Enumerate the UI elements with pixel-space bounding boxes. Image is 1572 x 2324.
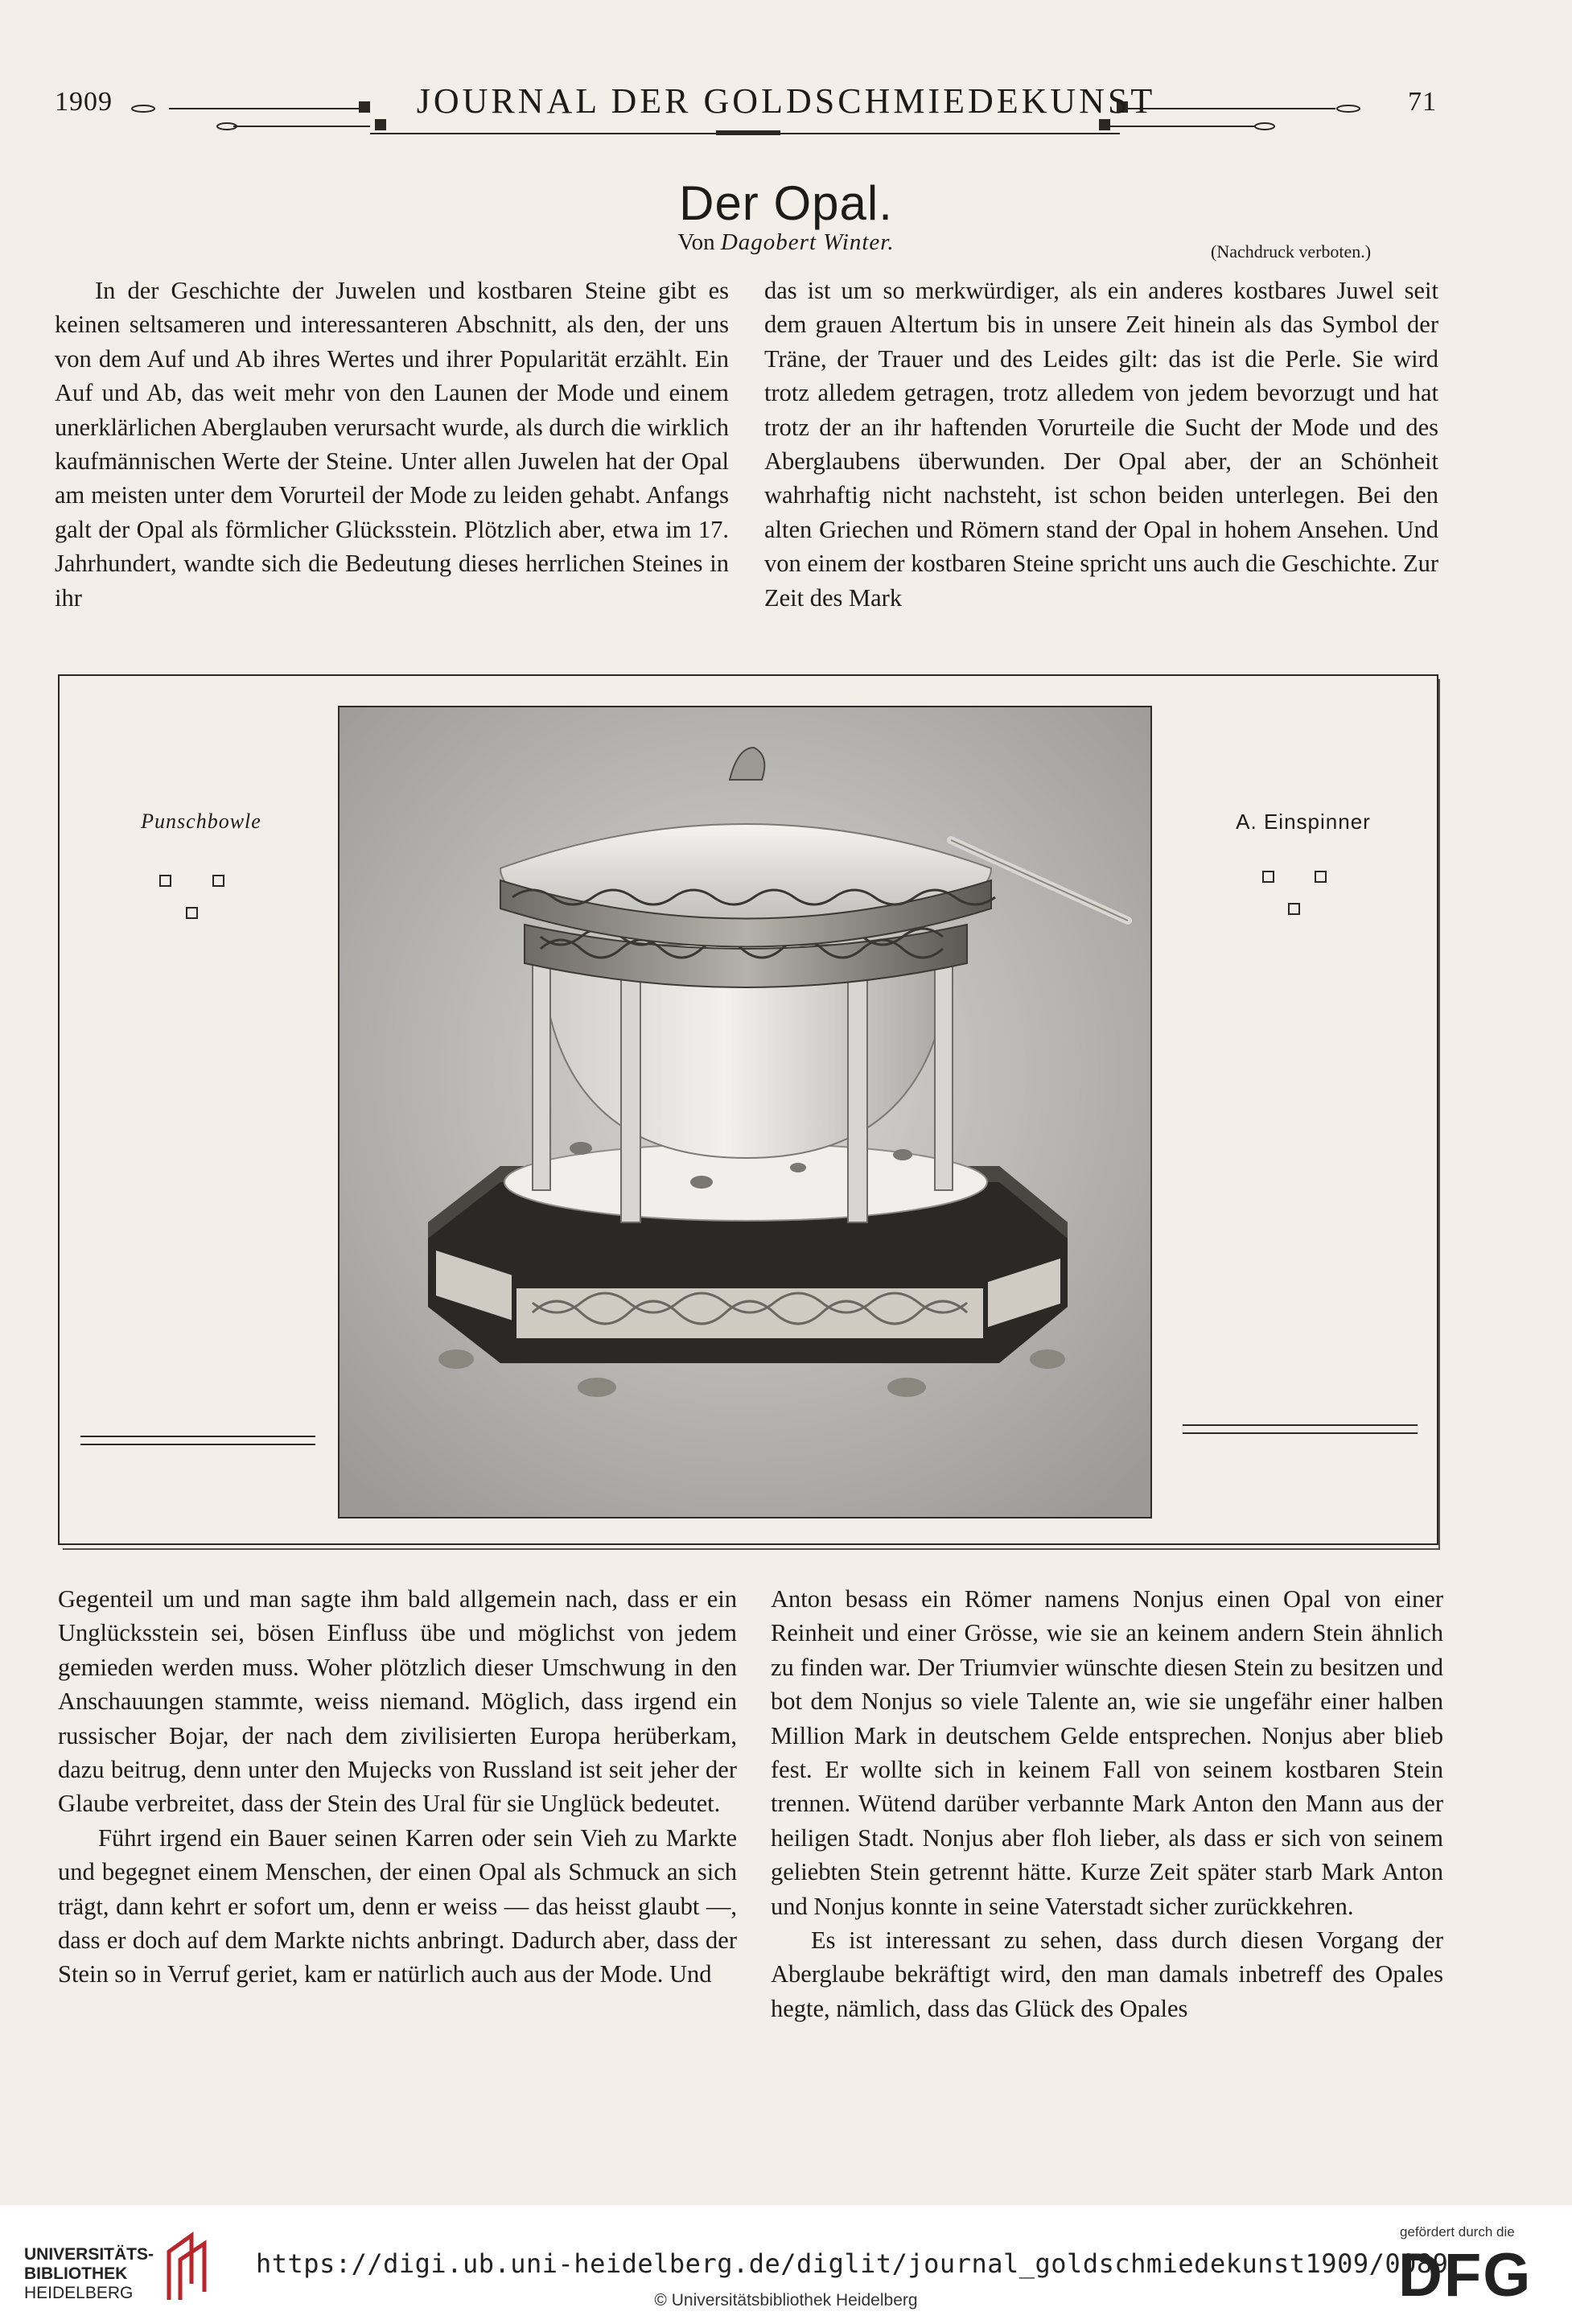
column-top-right xyxy=(764,274,1438,615)
author-name: Dagobert Winter. xyxy=(720,229,895,255)
ornament-square xyxy=(159,875,171,887)
paragraph: Gegenteil um und man sagte ihm bald allgemein nach, dass er ein Unglücksstein sei, bösen Einfluss übe und möglichst von jedem gemieden werden muss. Woher plötzlich dieser Umschwung in den Anschauungen stammte, weiss niemand. Möglich, dass irgend ein russischer Bojar, der nach dem zivilisierten Europa herüberkam, dazu beitrug, denn unter den Mujecks von Russland ist seit jeher der Glaube verbreitet, dass der Stein des Ural für sie Unglück bedeutet. xyxy=(58,1585,737,1818)
caption-artist: A. Einspinner xyxy=(1236,810,1371,834)
ornament-square xyxy=(1315,871,1327,883)
dfg-logo: DFG xyxy=(1398,2241,1533,2310)
header-journal-title: JOURNAL DER GOLDSCHMIEDEKUNST xyxy=(416,81,1156,121)
column-bottom-right xyxy=(771,1582,1443,2025)
header-year: 1909 xyxy=(55,87,113,117)
paragraph: Es ist interessant zu sehen, dass durch diesen Vorgang der Aberglaube bekräftigt wird, den man damals inbetreff des Opales hegte, nämlich, dass das Glück des Opales xyxy=(771,1926,1443,2022)
column-bottom-left xyxy=(58,1582,737,1992)
library-name-line: UNIVERSITÄTS- xyxy=(24,2245,154,2264)
caption-object: Punschbowle xyxy=(141,810,261,833)
ornament-square xyxy=(1262,871,1274,883)
paragraph: das ist um so merkwürdiger, als ein anderes kostbares Juwel seit dem grauen Altertum bis in unsere Zeit hinein als das Symbol der Träne, der Trauer und des Leides gilt: das ist die Perle. Sie wird trotz alledem getragen, trotz alledem von jedem bevorzugt und hat trotz der an ihr haftenden Vorurteile die Sucht der Mode und des Aberglaubens überwunden. Der Opal aber, der an Schönheit wahrhaftig nicht nachsteht, ist schon beiden unterlegen. Bei den alten Griechen und Römern stand der Opal in hohem Ansehen. Und von einem der kostbaren Steine spricht uns auch die Geschichte. Zur Zeit des Mark xyxy=(764,277,1438,612)
library-name-line: BIBLIOTHEK xyxy=(24,2264,128,2283)
ornament-square xyxy=(1288,903,1300,915)
header-page-number: 71 xyxy=(1408,87,1437,117)
funding-note: gefördert durch die xyxy=(1400,2224,1515,2240)
paragraph: Führt irgend ein Bauer seinen Karren oder sein Vieh zu Markte und begegnet einem Menschen, der einen Opal als Schmuck an sich trägt, dann kehrt er sofort um, denn er weiss — das heisst glaubt —, dass er doch auf dem Markte nichts anbringt. Dadurch aber, dass der Stein so in Verruf geriet, kam er natürlich auch aus der Mode. Und xyxy=(58,1823,737,1988)
figure-rule-left xyxy=(80,1436,315,1445)
column-top-left xyxy=(55,274,729,615)
source-url-link[interactable]: https://digi.ub.uni-heidelberg.de/diglit/journal_goldschmiedekunst1909/0089 xyxy=(256,2248,1449,2279)
paragraph: In der Geschichte der Juwelen und kostbaren Steine gibt es keinen seltsameren und interessanteren Abschnitt, als den, der uns von dem Auf und Ab ihres Wertes und ihrer Popularität erzählt. Ein Auf und Ab, das weit mehr von den Launen der Mode und einem unerklärlichen Aberglauben verursacht wurde, als durch die wirklich kaufmännischen Werte der Steine. Unter allen Juwelen hat der Opal am meisten unter dem Vorurteil der Mode zu leiden gehabt. Anfangs galt der Opal als förmlicher Glücksstein. Plötzlich aber, etwa im 17. Jahrhundert, wandte sich die Bedeutung dieses herrlichen Steines in ihr xyxy=(55,277,729,612)
library-name-line: HEIDELBERG xyxy=(24,2284,134,2302)
article-title: Der Opal. xyxy=(679,176,893,230)
paragraph: Anton besass ein Römer namens Nonjus einen Opal von einer Reinheit und einer Grösse, wie sie an keinem andern Stein ähnlich zu finden war. Der Triumvier wünschte diesen Stein zu besitzen und bot dem Nonjus so viele Talente an, wie sie ungefähr einer halben Million Mark in deutschem Gelde entsprechen. Nonjus aber blieb fest. Er wollte sich in keinem Fall von seinem kostbaren Stein trennen. Wütend darüber verbannte Mark Anton den Mann aus der heiligen Stadt. Nonjus aber floh lieber, als dass er sich von seinem geliebten Stein getrennt hätte. Kurze Zeit später starb Mark Anton und Nonjus konnte in seine Vaterstadt sicher zurückkehren. xyxy=(771,1585,1443,1920)
byline-prefix: Von xyxy=(677,229,715,255)
punch-bowl-photograph xyxy=(338,706,1152,1518)
figure-rule-right xyxy=(1183,1424,1418,1434)
copyright-notice: © Universitätsbibliothek Heidelberg xyxy=(654,2291,918,2310)
reprint-note: (Nachdruck verboten.) xyxy=(1211,241,1372,262)
ornament-square xyxy=(212,875,224,887)
ornament-square xyxy=(186,907,198,919)
